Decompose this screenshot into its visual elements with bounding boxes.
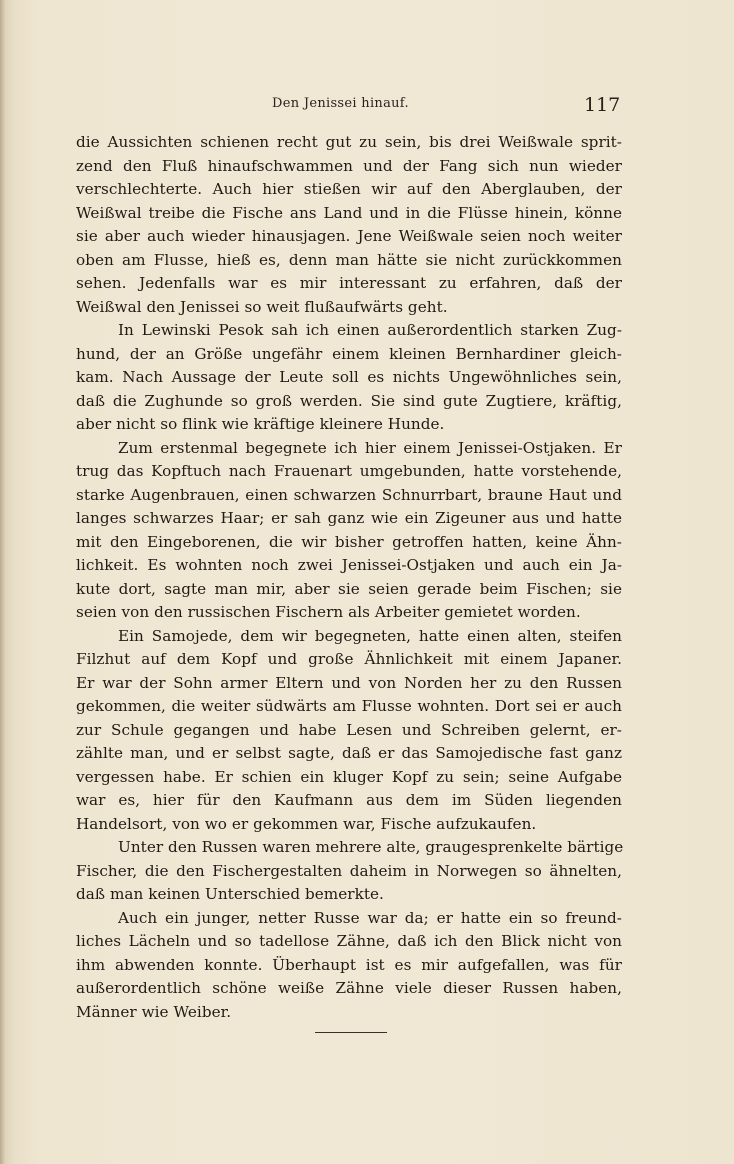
text-line: verschlechterte. Auch hier stießen wir auf den Aberglauben, der xyxy=(76,180,622,198)
text-line: mit den Eingeborenen, die wir bisher getroffen hatten, keine Ähn- xyxy=(76,532,622,551)
text-line: außerordentlich schöne weiße Zähne viele dieser Russen haben, xyxy=(76,979,622,997)
text-line: Auch ein junger, netter Russe war da; er hatte ein so freund- xyxy=(118,908,622,927)
page-number: 117 xyxy=(584,94,621,116)
text-line: Fischer, die den Fischergestalten daheim in Norwegen so ähnelten, xyxy=(76,861,622,880)
text-line: zend den Fluß hinaufschwammen und der Fang sich nun wieder xyxy=(76,156,622,175)
text-line: die Aussichten schienen recht gut zu sein, bis drei Weißwale sprit- xyxy=(76,133,622,151)
text-line: kam. Nach Aussage der Leute soll es nichts Ungewöhnliches sein, xyxy=(76,368,622,386)
section-end-rule xyxy=(315,1032,387,1033)
text-line: daß man keinen Unterschied bemerkte. xyxy=(76,885,384,903)
text-line: Unter den Russen waren mehrere alte, graugesprenkelte bärtige xyxy=(118,838,624,856)
text-line: gekommen, die weiter südwärts am Flusse wohnten. Dort sei er auch xyxy=(76,697,622,715)
text-line: trug das Kopftuch nach Frauenart umgebunden, hatte vorstehende, xyxy=(76,462,622,480)
text-line: vergessen habe. Er schien ein kluger Kopf zu sein; seine Aufgabe xyxy=(76,767,622,786)
text-line: kute dort, sagte man mir, aber sie seien gerade beim Fischen; sie xyxy=(76,579,622,598)
running-head: Den Jenissei hinauf. xyxy=(272,96,409,111)
text-line: starke Augenbrauen, einen schwarzen Schnurrbart, braune Haut und xyxy=(76,485,622,504)
text-line: Weißwal den Jenissei so weit flußaufwärts geht. xyxy=(76,297,448,316)
text-line: langes schwarzes Haar; er sah ganz wie ein Zigeuner aus und hatte xyxy=(76,509,622,527)
text-line: seien von den russischen Fischern als Arbeiter gemietet worden. xyxy=(76,603,581,621)
text-line: ihm abwenden konnte. Überhaupt ist es mir aufgefallen, was für xyxy=(76,955,622,974)
text-line: zählte man, und er selbst sagte, daß er das Samojedische fast ganz xyxy=(76,744,622,762)
body-text xyxy=(76,131,622,1024)
text-line: liches Lächeln und so tadellose Zähne, daß ich den Blick nicht von xyxy=(76,932,622,950)
text-line: daß die Zughunde so groß werden. Sie sind gute Zugtiere, kräftig, xyxy=(76,391,622,410)
text-line: zur Schule gegangen und habe Lesen und Schreiben gelernt, er- xyxy=(76,720,622,739)
text-line: war es, hier für den Kaufmann aus dem im Süden liegenden xyxy=(76,791,622,809)
text-line: Ein Samojede, dem wir begegneten, hatte einen alten, steifen xyxy=(118,626,622,645)
text-line: Er war der Sohn armer Eltern und von Norden her zu den Russen xyxy=(76,673,622,692)
text-line: oben am Flusse, hieß es, denn man hätte sie nicht zurückkommen xyxy=(76,250,622,269)
page-gutter-shadow xyxy=(0,0,6,1164)
text-line: hund, der an Größe ungefähr einem kleinen Bernhardiner gleich- xyxy=(76,344,622,363)
text-line: Zum erstenmal begegnete ich hier einem Jenissei-Ostjaken. Er xyxy=(118,438,622,457)
text-line: sie aber auch wieder hinausjagen. Jene Weißwale seien noch weiter xyxy=(76,227,622,245)
text-line: lichkeit. Es wohnten noch zwei Jenissei-Ostjaken und auch ein Ja- xyxy=(76,556,622,574)
text-line: Männer wie Weiber. xyxy=(76,1002,232,1021)
text-line: In Lewinski Pesok sah ich einen außerordentlich starken Zug- xyxy=(118,321,622,339)
text-line: Filzhut auf dem Kopf und große Ähnlichkeit mit einem Japaner. xyxy=(76,650,622,668)
text-line: Weißwal treibe die Fische ans Land und in die Flüsse hinein, könne xyxy=(76,203,622,222)
text-line: aber nicht so flink wie kräftige kleinere Hunde. xyxy=(76,415,445,433)
text-line: sehen. Jedenfalls war es mir interessant zu erfahren, daß der xyxy=(76,274,622,292)
text-line: Handelsort, von wo er gekommen war, Fische aufzukaufen. xyxy=(76,814,537,833)
